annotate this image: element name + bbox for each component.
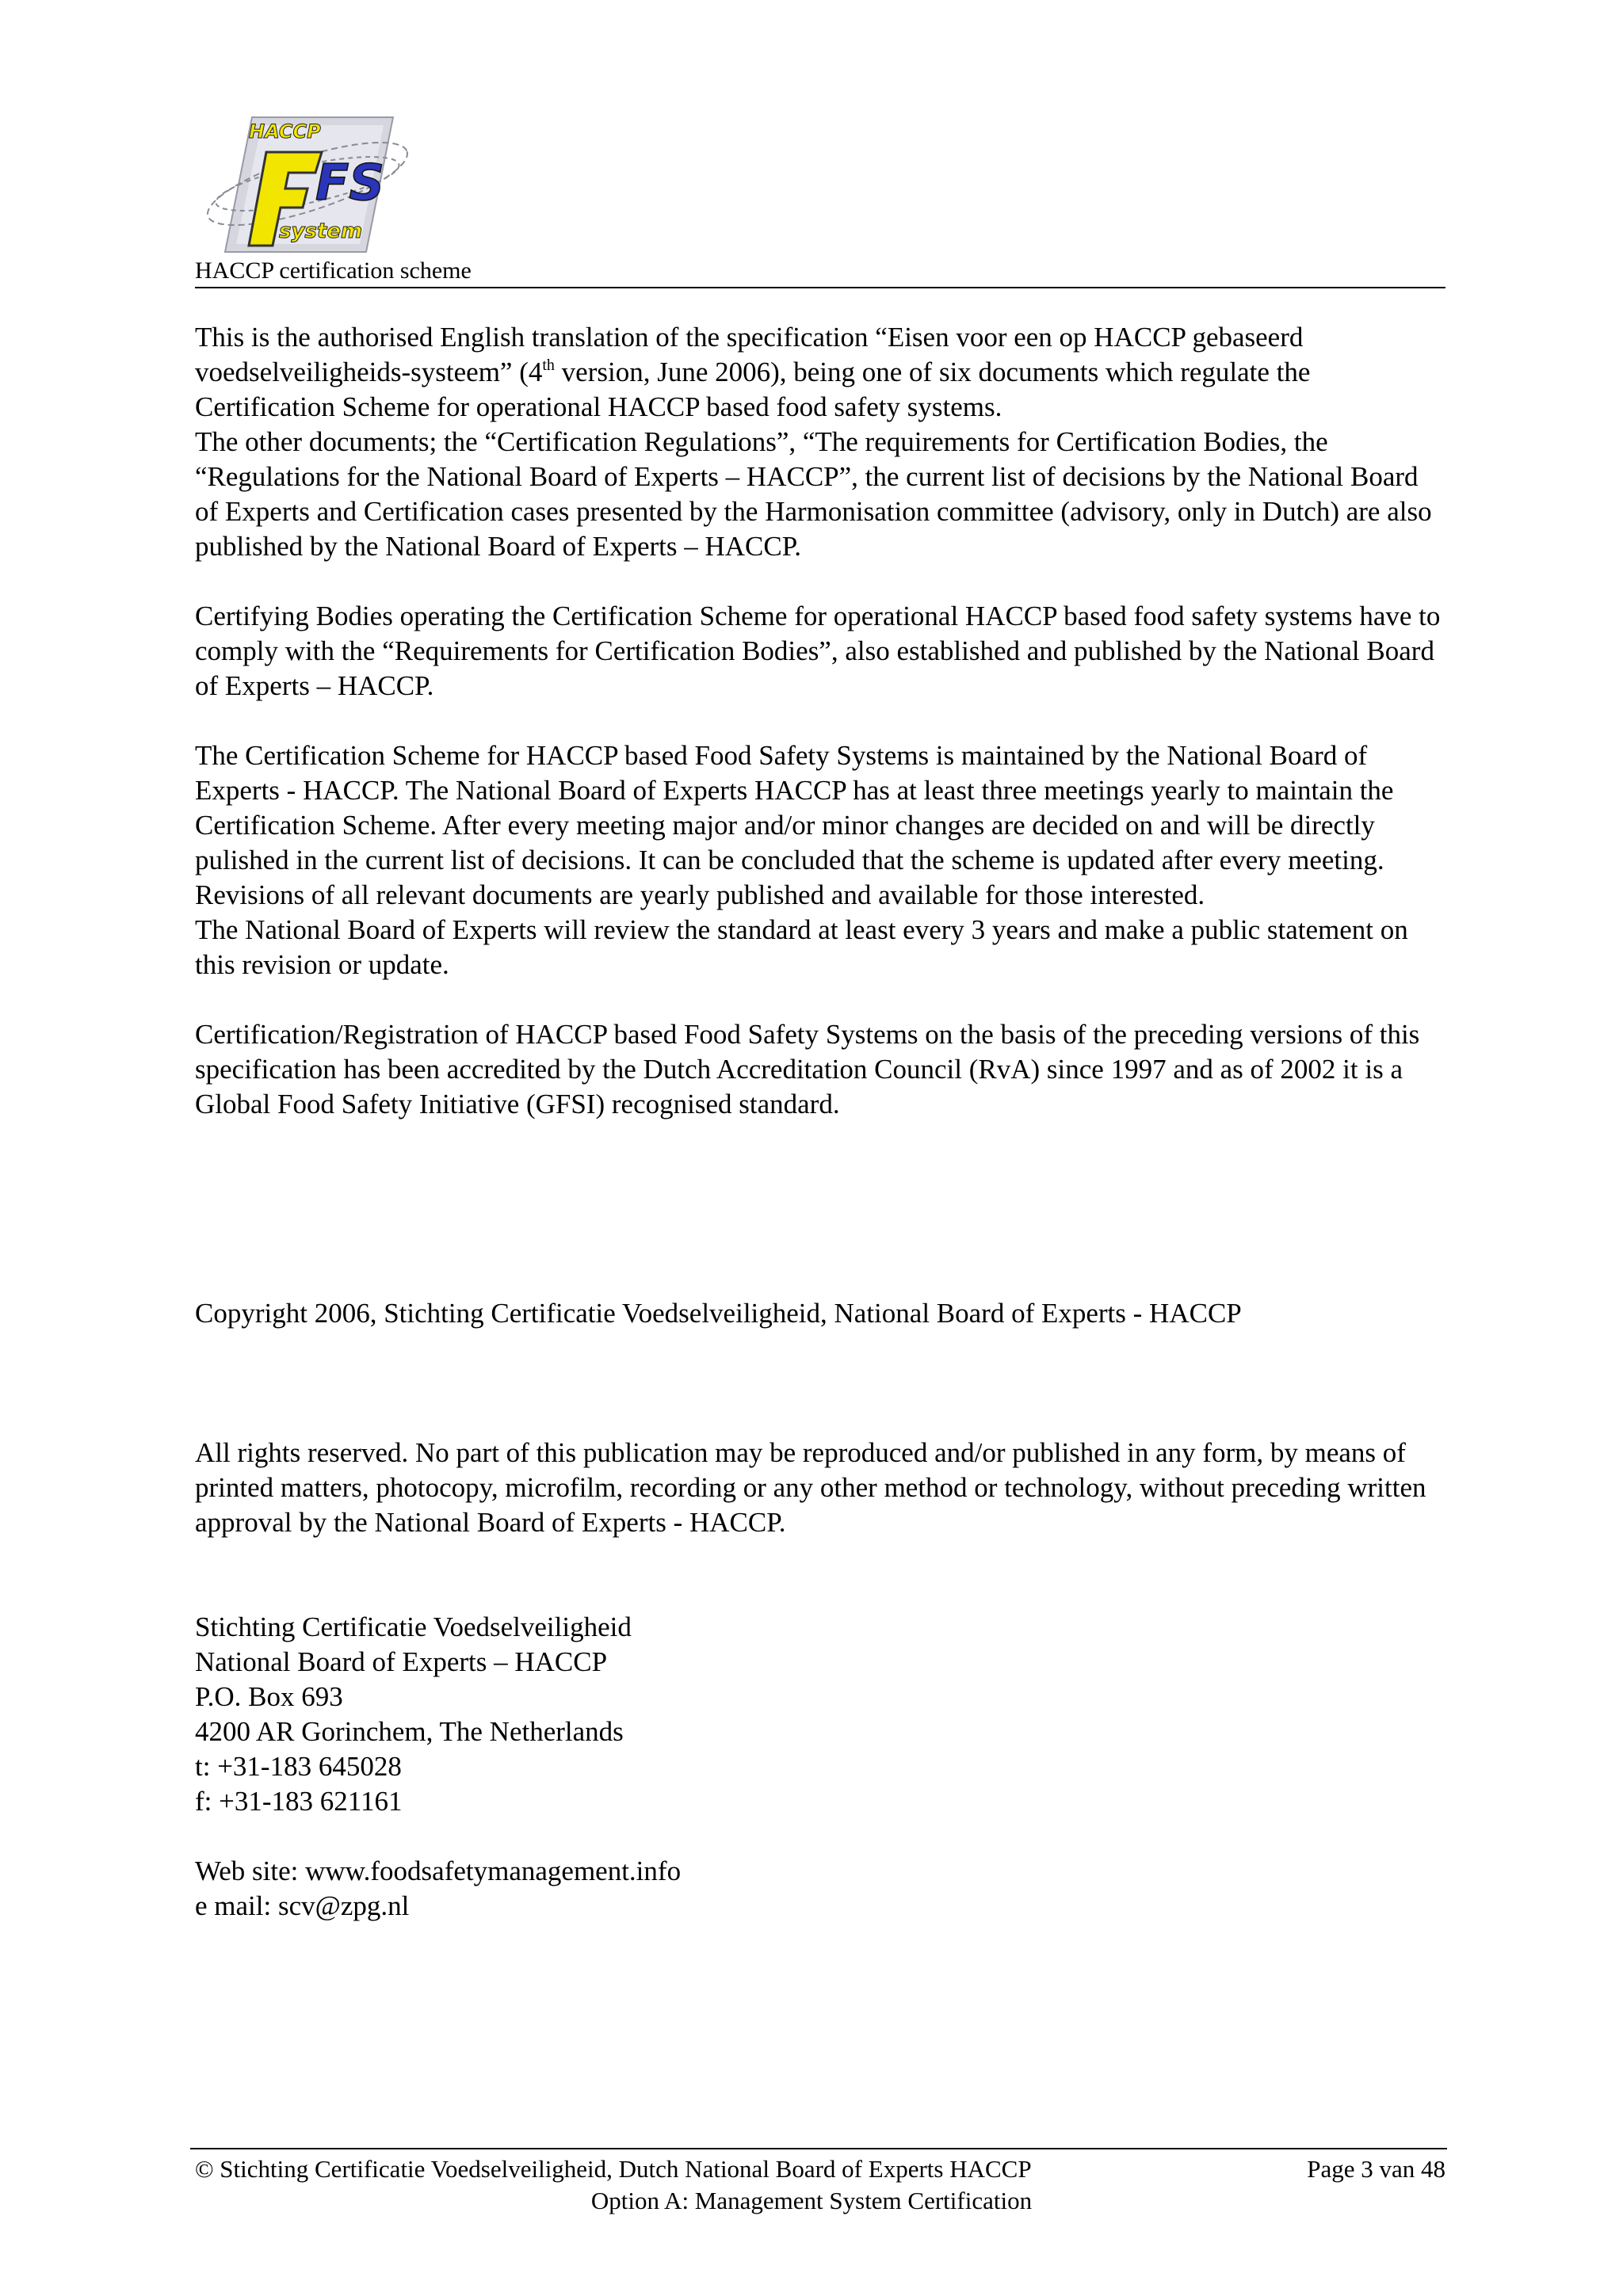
address-po-box: P.O. Box 693 <box>195 1681 343 1712</box>
header-label: HACCP certification scheme <box>195 257 472 284</box>
address-email: e mail: scv@zpg.nl <box>195 1890 410 1921</box>
paragraph-scheme-maintenance: The Certification Scheme for HACCP based Food Safety Systems is maintained by the National Board of Experts - HACCP. The National Board of Experts HACCP has at least three meetings yearly to maintain the Certification Scheme. After every meeting major and/or minor changes are decided on and will be directly pulished in the current list of decisions. It can be concluded that the scheme is updated after every meeting. Revisions of all relevant documents are yearly published and available for those interested. <box>195 740 1394 910</box>
address-phone: t: +31-183 645028 <box>195 1751 402 1782</box>
address-board: National Board of Experts – HACCP <box>195 1646 608 1677</box>
page-number: Page 3 van 48 <box>1307 2155 1445 2183</box>
copyright-line: Copyright 2006, Stichting Certificatie Voedselveiligheid, National Board of Experts - HACCP <box>195 1298 1242 1329</box>
document-body <box>195 320 1447 1924</box>
rights-reserved: All rights reserved. No part of this publication may be reproduced and/or published in any form, by means of printed matters, photocopy, microfilm, recording or any other method or technology, without preceding written approval by the National Board of Experts - HACCP. <box>195 1437 1426 1538</box>
paragraph-accreditation: Certification/Registration of HACCP based Food Safety Systems on the basis of the preceding versions of this specification has been accredited by the Dutch Accreditation Council (RvA) since 1997 and as of 2002 it is a Global Food Safety Initiative (GFSI) recognised standard. <box>195 1019 1420 1119</box>
footer-divider <box>190 2148 1447 2149</box>
paragraph-translation-note <box>195 320 1447 425</box>
footer-copyright: © Stichting Certificatie Voedselveiligheid, Dutch National Board of Experts HACCP <box>195 2155 1032 2183</box>
logo-system-text: system <box>279 219 363 243</box>
logo-s-letter: FS <box>315 154 385 212</box>
address-website: Web site: www.foodsafetymanagement.info <box>195 1855 682 1886</box>
header-divider <box>195 287 1445 288</box>
haccp-fs-system-logo <box>197 111 418 254</box>
address-block <box>195 1610 1447 1924</box>
paragraph-other-documents: The other documents; the “Certification Regulations”, “The requirements for Certification Bodies, the “Regulations for the National Board of Experts – HACCP”, the current list of decisions by the National Board of Experts and Certification cases presented by the Harmonisation committee (advisory, only in Dutch) are also published by the National Board of Experts – HACCP. <box>195 426 1432 562</box>
paragraph-review: The National Board of Experts will review the standard at least every 3 years and make a public statement on this revision or update. <box>195 914 1408 980</box>
translation-note-text: This is the authorised English translation of the specification “Eisen voor een op HACCP gebaseerd voedselveiligheids-systeem” (4 <box>195 322 1304 387</box>
address-city: 4200 AR Gorinchem, The Netherlands <box>195 1716 624 1747</box>
ordinal-superscript: th <box>542 357 555 374</box>
paragraph-certifying-bodies: Certifying Bodies operating the Certification Scheme for operational HACCP based food safety systems have to comply with the “Requirements for Certification Bodies”, also established and published by the National Board of Experts – HACCP. <box>195 601 1441 701</box>
footer-option: Option A: Management System Certification <box>590 2187 1033 2214</box>
address-org: Stichting Certificatie Voedselveiligheid <box>195 1611 632 1642</box>
logo-haccp-text: HACCP <box>249 120 321 143</box>
translation-note-text-cont: version, June 2006), being one of six documents which regulate the Certification Scheme for operational HACCP based food safety systems. <box>195 357 1311 422</box>
address-fax: f: +31-183 621161 <box>195 1786 403 1817</box>
